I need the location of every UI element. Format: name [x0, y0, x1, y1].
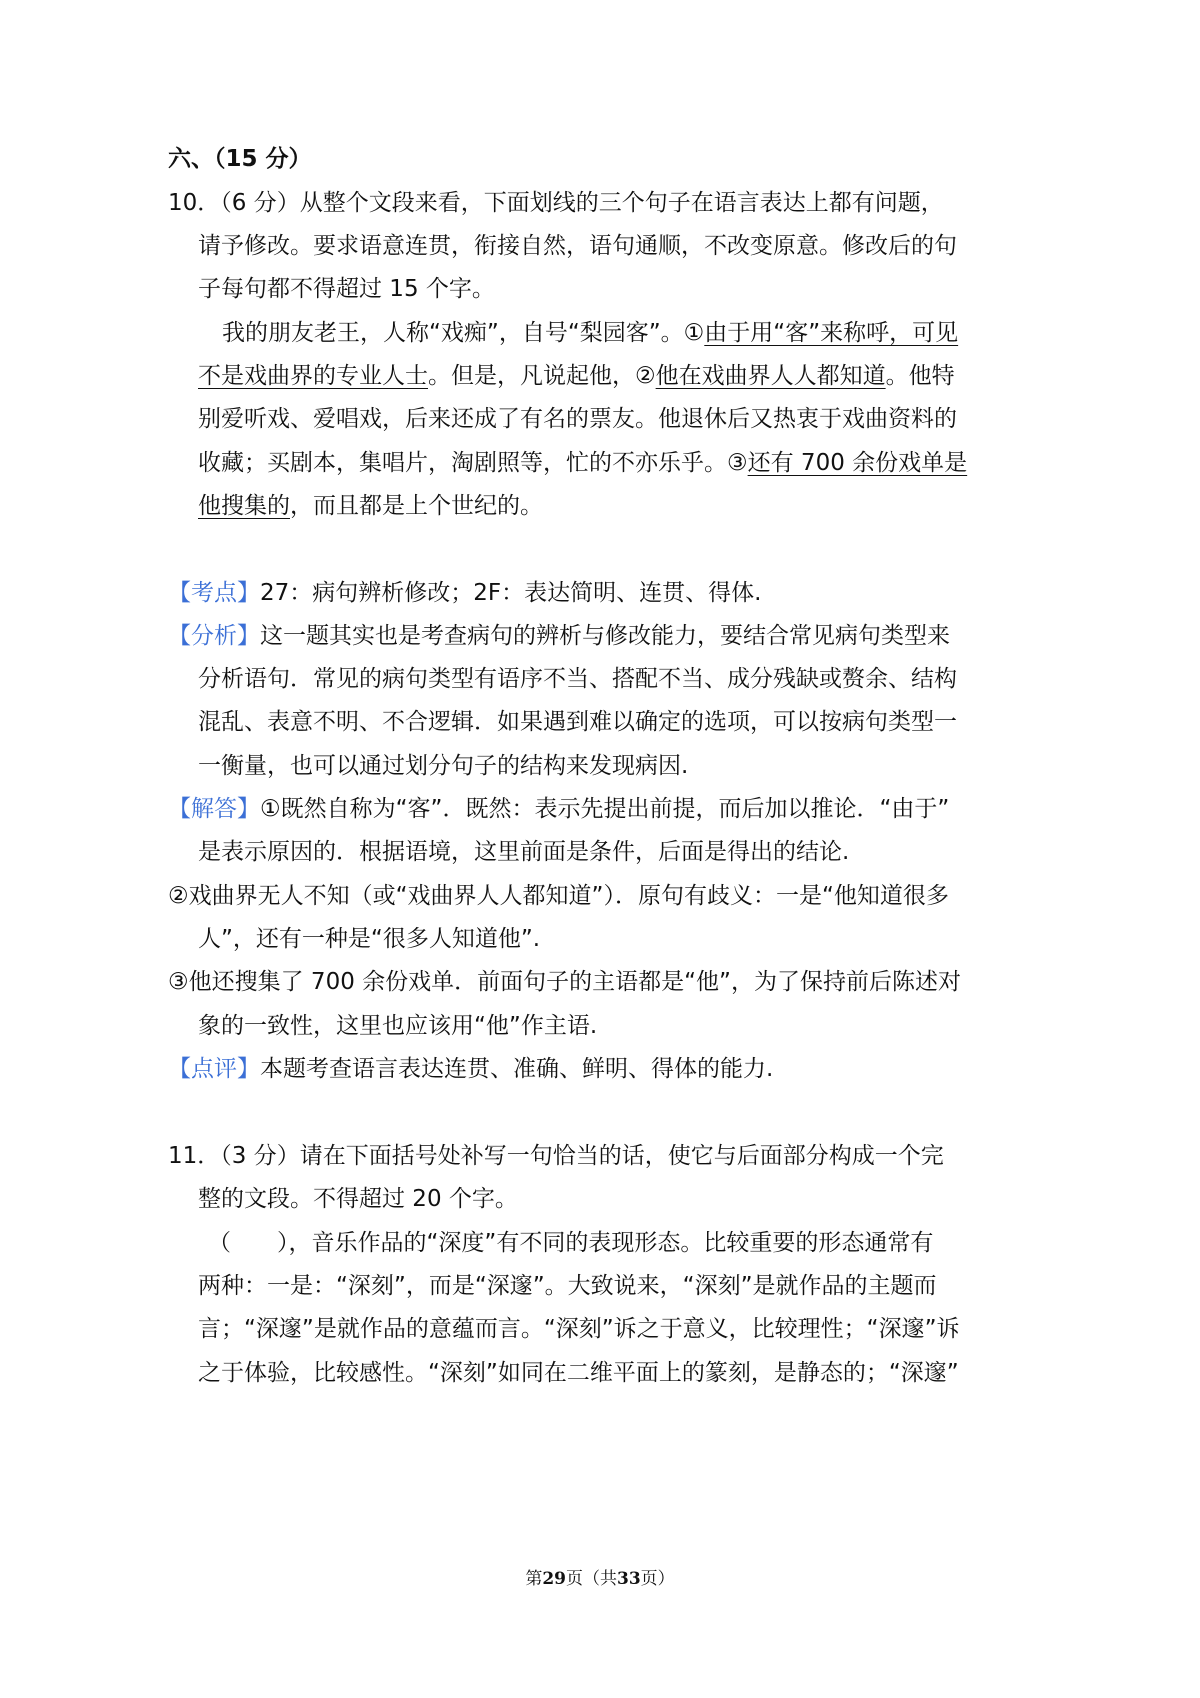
answer-2-line-2: 人”，还有一种是“很多人知道他”. — [198, 926, 541, 952]
q11-prompt-line-1: 11．（3 分）请在下面括号处补写一句恰当的话，使它与后面部分构成一个完 — [168, 1143, 944, 1169]
kaodian-line — [168, 578, 761, 608]
underlined-sentence-2: 他在戏曲界人人都知道 — [655, 363, 886, 389]
answer-2-line-1: ②戏曲界无人不知（或“戏曲界人人都知道”）．原句有歧义：一是“他知道很多 — [168, 883, 949, 909]
underlined-sentence-1-end: 不是戏曲界的专业人士 — [198, 363, 428, 389]
q10-passage-line-5 — [198, 491, 543, 521]
fenxi-line-4: 一衡量，也可以通过划分句子的结构来发现病因. — [198, 753, 689, 779]
underlined-sentence-3: 还有 700 余份戏单是 — [747, 450, 968, 476]
q11-passage-line-4: 之于体验，比较感性。“深刻”如同在二维平面上的篆刻，是静态的；“深邃” — [198, 1360, 959, 1386]
q10-passage-line-2 — [198, 361, 955, 391]
passage-text: 。他特 — [885, 363, 955, 389]
fenxi-tag: 【分析】 — [168, 623, 260, 649]
page-footer: 第29页（共33页） — [525, 1569, 675, 1589]
q11-passage-line-1: （ ），音乐作品的“深度”有不同的表现形态。比较重要的形态通常有 — [208, 1230, 934, 1256]
fenxi-line-1 — [168, 621, 950, 651]
passage-text: 。但是，凡说起他，② — [428, 363, 656, 389]
q11-passage-line-2: 两种：一是：“深刻”，而是“深邃”。大致说来，“深刻”是就作品的主题而 — [198, 1273, 937, 1299]
kaodian-tag: 【考点】 — [168, 580, 260, 606]
dianping-line — [168, 1054, 773, 1084]
fenxi-text: 这一题其实也是考查病句的辨析与修改能力，要结合常见病句类型来 — [260, 623, 950, 649]
passage-text: 收藏；买剧本，集唱片，淘剧照等，忙的不亦乐乎。③ — [198, 450, 748, 476]
passage-text: 我的朋友老王，人称“戏痴”，自号“梨园客”。① — [222, 320, 705, 346]
passage-text: ，而且都是上个世纪的。 — [290, 493, 543, 519]
q11-prompt-line-2: 整的文段。不得超过 20 个字。 — [198, 1186, 518, 1212]
q10-prompt-line-1: 10．（6 分）从整个文段来看，下面划线的三个句子在语言表达上都有问题， — [168, 190, 944, 216]
q10-passage-line-1 — [222, 318, 958, 348]
total-pages: 33 — [617, 1569, 641, 1589]
dianping-text: 本题考查语言表达连贯、准确、鲜明、得体的能力. — [260, 1056, 774, 1082]
jieda-line-1 — [168, 794, 949, 824]
jieda-line-2: 是表示原因的．根据语境，这里前面是条件，后面是得出的结论. — [198, 839, 850, 865]
dianping-tag: 【点评】 — [168, 1056, 260, 1082]
jieda-tag: 【解答】 — [168, 796, 260, 822]
q10-passage-line-3: 别爱听戏、爱唱戏，后来还成了有名的票友。他退休后又热衷于戏曲资料的 — [198, 406, 957, 432]
q10-passage-line-4 — [198, 448, 967, 478]
answer-3-line-1: ③他还搜集了 700 余份戏单．前面句子的主语都是“他”，为了保持前后陈述对 — [168, 969, 961, 995]
fenxi-line-3: 混乱、表意不明、不合逻辑．如果遇到难以确定的选项，可以按病句类型一 — [198, 709, 957, 735]
section-heading: 六、（15 分） — [168, 146, 312, 172]
q10-prompt-line-2: 请予修改。要求语意连贯，衔接自然，语句通顺，不改变原意。修改后的句 — [198, 233, 957, 259]
underlined-sentence-1: 由于用“客”来称呼，可见 — [704, 320, 959, 346]
q10-prompt-line-3: 子每句都不得超过 15 个字。 — [198, 276, 495, 302]
underlined-sentence-3-end: 他搜集的 — [198, 493, 290, 519]
q11-passage-line-3: 言；“深邃”是就作品的意蕴而言。“深刻”诉之于意义，比较理性；“深邃”诉 — [198, 1316, 960, 1342]
fenxi-line-2: 分析语句．常见的病句类型有语序不当、搭配不当、成分残缺或赘余、结构 — [198, 666, 957, 692]
answer-3-line-2: 象的一致性，这里也应该用“他”作主语. — [198, 1013, 598, 1039]
page-number: 29 — [542, 1569, 566, 1589]
kaodian-text: 27：病句辨析修改；2F：表达简明、连贯、得体. — [260, 580, 762, 606]
jieda-text: ①既然自称为“客”．既然：表示先提出前提，而后加以推论．“由于” — [260, 796, 950, 822]
